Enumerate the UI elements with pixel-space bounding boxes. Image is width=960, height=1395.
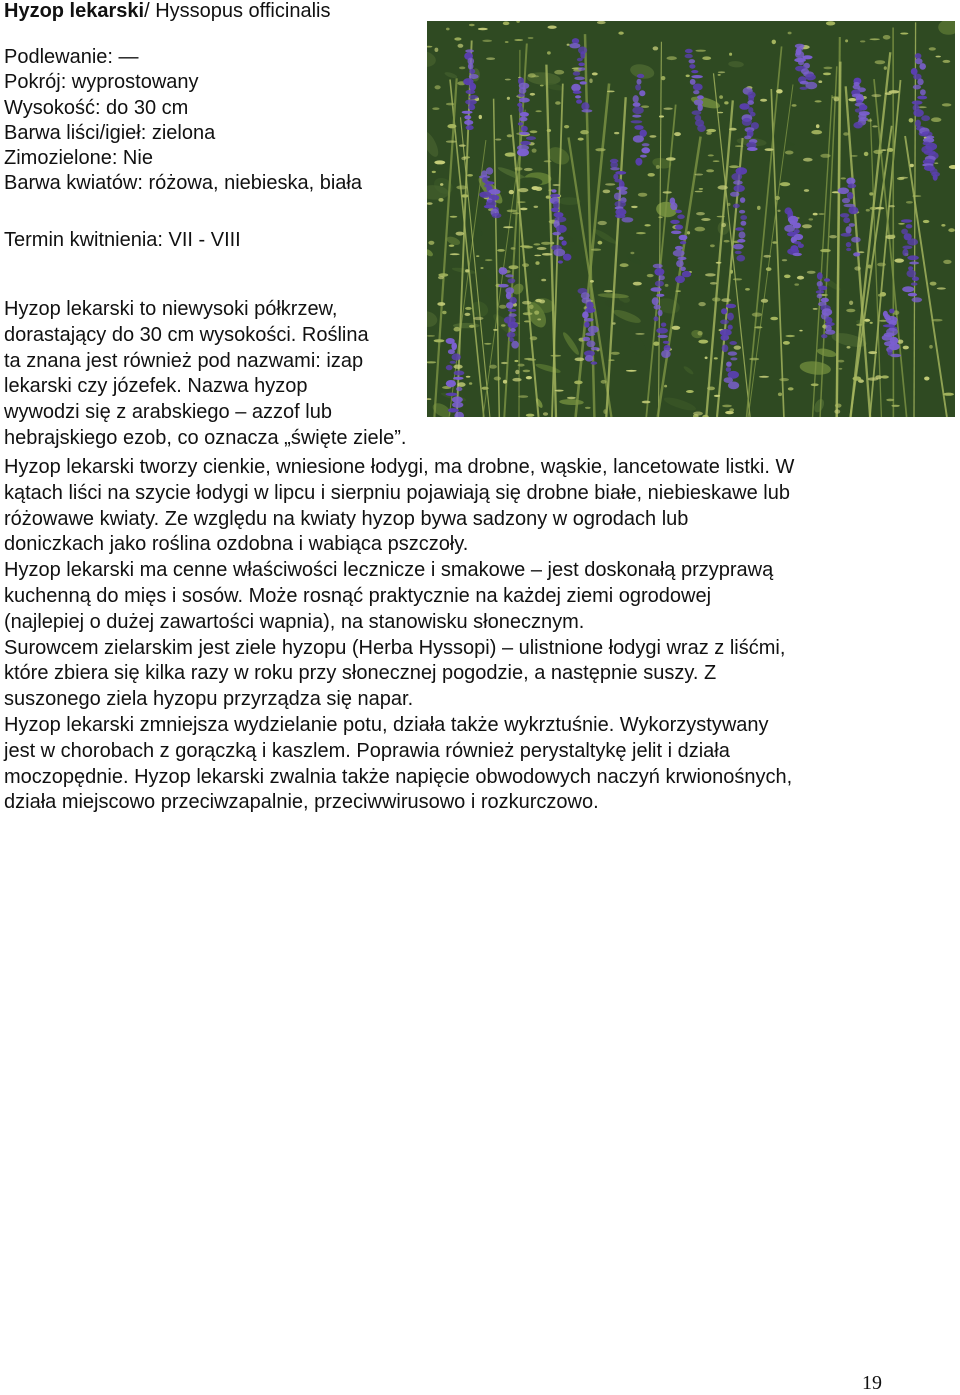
body-line: suszonego ziela hyzopu przyrządza się napar. [4, 687, 904, 713]
body-line: działa miejscowo przeciwzapalnie, przeciwwirusowo i rozkurczowo. [4, 790, 904, 816]
title-latin: / Hyssopus officinalis [144, 0, 330, 22]
intro-line: hebrajskiego ezob, co oznacza „święte ziele”. [4, 426, 406, 452]
body-line: które zbiera się kilka razy w roku przy słonecznej pogodzie, a następnie suszy. Z [4, 661, 904, 687]
intro-line: Hyzop lekarski to niewysoki półkrzew, [4, 297, 406, 323]
hyssop-photo-image [427, 21, 955, 417]
intro-line: dorastający do 30 cm wysokości. Roślina [4, 323, 406, 349]
intro-line: lekarski czy józefek. Nazwa hyzop [4, 374, 406, 400]
intro-line: ta znana jest również pod nazwami: izap [4, 349, 406, 375]
body-line: doniczkach jako roślina ozdobna i wabiąca pszczoły. [4, 532, 904, 558]
body-line: kuchenną do mięs i sosów. Może rosnąć praktycznie na każdej ziemi ogrodowej [4, 584, 904, 610]
property-habit: Pokrój: wyprostowany [4, 70, 424, 95]
title-bold: Hyzop lekarski [4, 0, 144, 22]
body-line: Hyzop lekarski zmniejsza wydzielanie potu, działa także wykrztuśnie. Wykorzystywany [4, 713, 904, 739]
body-text [4, 455, 904, 816]
hyssop-photo [427, 21, 955, 417]
body-line: jest w chorobach z gorączką i kaszlem. Poprawia również perystaltykę jelit i działa [4, 739, 904, 765]
body-line: Surowcem zielarskim jest ziele hyzopu (Herba Hyssopi) – ulistnione łodygi wraz z liśćmi, [4, 636, 904, 662]
property-leaf-color: Barwa liści/igieł: zielona [4, 121, 424, 146]
body-line: Hyzop lekarski ma cenne właściwości lecznicze i smakowe – jest doskonałą przyprawą [4, 558, 904, 584]
page-number: 19 [862, 1371, 882, 1395]
body-line: kątach liści na szycie łodygi w lipcu i sierpniu pojawiają się drobne białe, niebieskawe lub [4, 481, 904, 507]
property-flower-color: Barwa kwiatów: różowa, niebieska, biała [4, 171, 424, 196]
property-watering: Podlewanie: — [4, 45, 424, 70]
intro-line: wywodzi się z arabskiego – azzof lub [4, 400, 406, 426]
body-line: (najlepiej o dużej zawartości wapnia), na stanowisku słonecznym. [4, 610, 904, 636]
page-title [4, 0, 330, 24]
property-evergreen: Zimozielone: Nie [4, 146, 424, 171]
intro-paragraph [4, 297, 406, 452]
plant-properties [4, 45, 424, 197]
body-line: moczopędnie. Hyzop lekarski zwalnia także napięcie obwodowych naczyń krwionośnych, [4, 765, 904, 791]
body-line: Hyzop lekarski tworzy cienkie, wniesione łodygi, ma drobne, wąskie, lancetowate listki. W [4, 455, 904, 481]
flowering-term: Termin kwitnienia: VII - VIII [4, 228, 241, 253]
property-height: Wysokość: do 30 cm [4, 96, 424, 121]
body-line: różowawe kwiaty. Ze względu na kwiaty hyzop bywa sadzony w ogrodach lub [4, 507, 904, 533]
